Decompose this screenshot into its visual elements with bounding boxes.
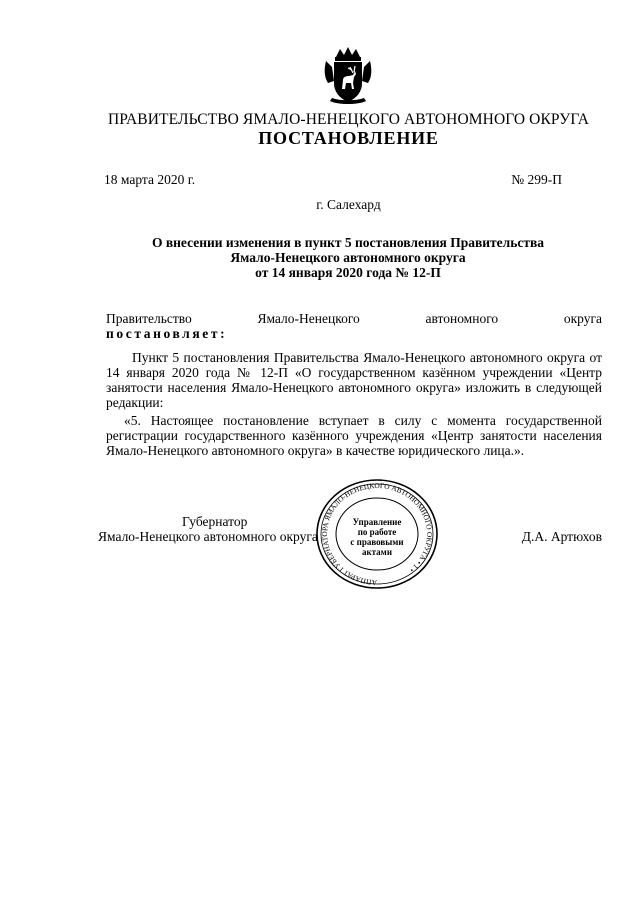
heading-line-1: О внесении изменения в пункт 5 постановления Правительства [151, 235, 545, 250]
body-paragraph-1: Пункт 5 постановления Правительства Ямало-Ненецкого автономного округа от 14 января 2020 года № 12-П «О государственном казённом учреждении «Центр занятости населения Ямало-Ненецкого автономного округа» изложить в следующей редакции: [106, 350, 602, 410]
stamp-line-3: с правовыми [350, 537, 404, 547]
body-paragraph-2: «5. Настоящее постановление вступает в силу с момента государственной регистрации государственного казённого учреждения «Центр занятости населения Ямало-Ненецкого автономного округа» в качестве юридического лица.». [106, 413, 602, 458]
heading-line-3: от 14 января 2020 года № 12-П [255, 265, 441, 280]
heading-line-2: Ямало-Ненецкого автономного округа [230, 250, 466, 265]
coat-of-arms-icon [322, 47, 374, 107]
document-type-title: ПОСТАНОВЛЕНИЕ [258, 128, 439, 148]
official-stamp [311, 478, 443, 592]
stamp-line-2: по работе [357, 527, 397, 537]
document-heading [90, 235, 606, 280]
preamble-paragraph: Правительство Ямало-Ненецкого автономного округа [106, 311, 602, 326]
signatory-title: Губернатор [182, 514, 248, 529]
document-city: г. Салехард [316, 197, 381, 212]
stamp-line-1: Управление [352, 517, 402, 527]
signatory-organization: Ямало-Ненецкого автономного округа [98, 529, 318, 544]
stamp-line-4: актами [361, 547, 393, 557]
stamp-ring-text: АППАРАТ ГУБЕРНАТОРА ЯМАЛО-НЕНЕЦКОГО АВТОНОМНОГО ОКРУГА • 1 • [320, 480, 435, 588]
resolves-verb: постановляет: [106, 326, 228, 341]
document-number: № 299-П [511, 172, 562, 187]
government-title: ПРАВИТЕЛЬСТВО ЯМАЛО-НЕНЕЦКОГО АВТОНОМНОГО ОКРУГА [107, 111, 589, 128]
document-date: 18 марта 2020 г. [104, 172, 196, 187]
signatory-name: Д.А. Артюхов [521, 529, 602, 544]
